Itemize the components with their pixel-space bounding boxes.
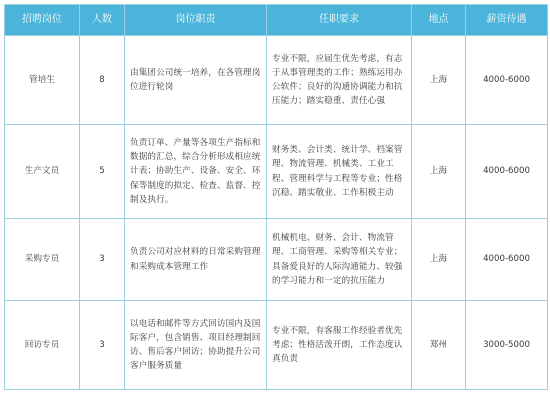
- salary-cell: 4000-6000: [466, 36, 548, 125]
- requirements-cell: 专业不限，应届生优先考虑，有志于从事管理类的工作；熟练运用办公软件；良好的沟通协调能力和抗压能力；踏实稳重、责任心强: [267, 36, 412, 125]
- salary-cell: 4000-6000: [466, 219, 548, 301]
- duties-cell: 由集团公司统一培养，在各管理岗位进行轮岗: [125, 36, 267, 125]
- duties-cell: 以电话和邮件等方式回访国内及国际客户，包含销售、项目经理制回访、售后客户回访；协助提升公司客户服务质量: [125, 301, 267, 390]
- count-cell: 3: [80, 301, 125, 390]
- duties-cell: 负责订单、产量等各项生产指标和数据的汇总，综合分析形成相应统计表；协助生产、设备、安全、环保等制度的拟定、检查、监督、控制及执行。: [125, 125, 267, 219]
- count-cell: 3: [80, 219, 125, 301]
- recruitment-table: [4, 4, 548, 390]
- duties-cell: 负责公司对应材料的日常采购管理和采购成本管理工作: [125, 219, 267, 301]
- salary-cell: 3000-5000: [466, 301, 548, 390]
- location-cell: 上海: [412, 36, 466, 125]
- requirements-cell: 财务类、会计类、统计学、档案管理、物流管理、机械类、工业工程、管理科学与工程等专业；性格沉稳、踏实敬业、工作积极主动: [267, 125, 412, 219]
- header-location: 地点: [412, 5, 466, 36]
- location-cell: 上海: [412, 125, 466, 219]
- header-duties: 岗位职责: [125, 5, 267, 36]
- header-salary: 薪资待遇: [466, 5, 548, 36]
- header-count: 人数: [80, 5, 125, 36]
- count-cell: 8: [80, 36, 125, 125]
- position-cell: 管培生: [5, 36, 80, 125]
- table-row: [5, 36, 548, 125]
- table-header-row: [5, 5, 548, 36]
- table-row: [5, 125, 548, 219]
- header-requirements: 任职要求: [267, 5, 412, 36]
- position-cell: 采购专员: [5, 219, 80, 301]
- location-cell: 郑州: [412, 301, 466, 390]
- location-cell: 上海: [412, 219, 466, 301]
- requirements-cell: 机械机电、财务、会计、物流管理、工商管理、采购等相关专业；具备爱良好的人际沟通能力、较强的学习能力和一定的抗压能力: [267, 219, 412, 301]
- count-cell: 5: [80, 125, 125, 219]
- table-row: [5, 219, 548, 301]
- salary-cell: 4000-6000: [466, 125, 548, 219]
- position-cell: 生产文员: [5, 125, 80, 219]
- position-cell: 回访专员: [5, 301, 80, 390]
- requirements-cell: 专业不限，有客服工作经验者优先考虑；性格活泼开朗，工作态度认真负责: [267, 301, 412, 390]
- header-position: 招聘岗位: [5, 5, 80, 36]
- table-row: [5, 301, 548, 390]
